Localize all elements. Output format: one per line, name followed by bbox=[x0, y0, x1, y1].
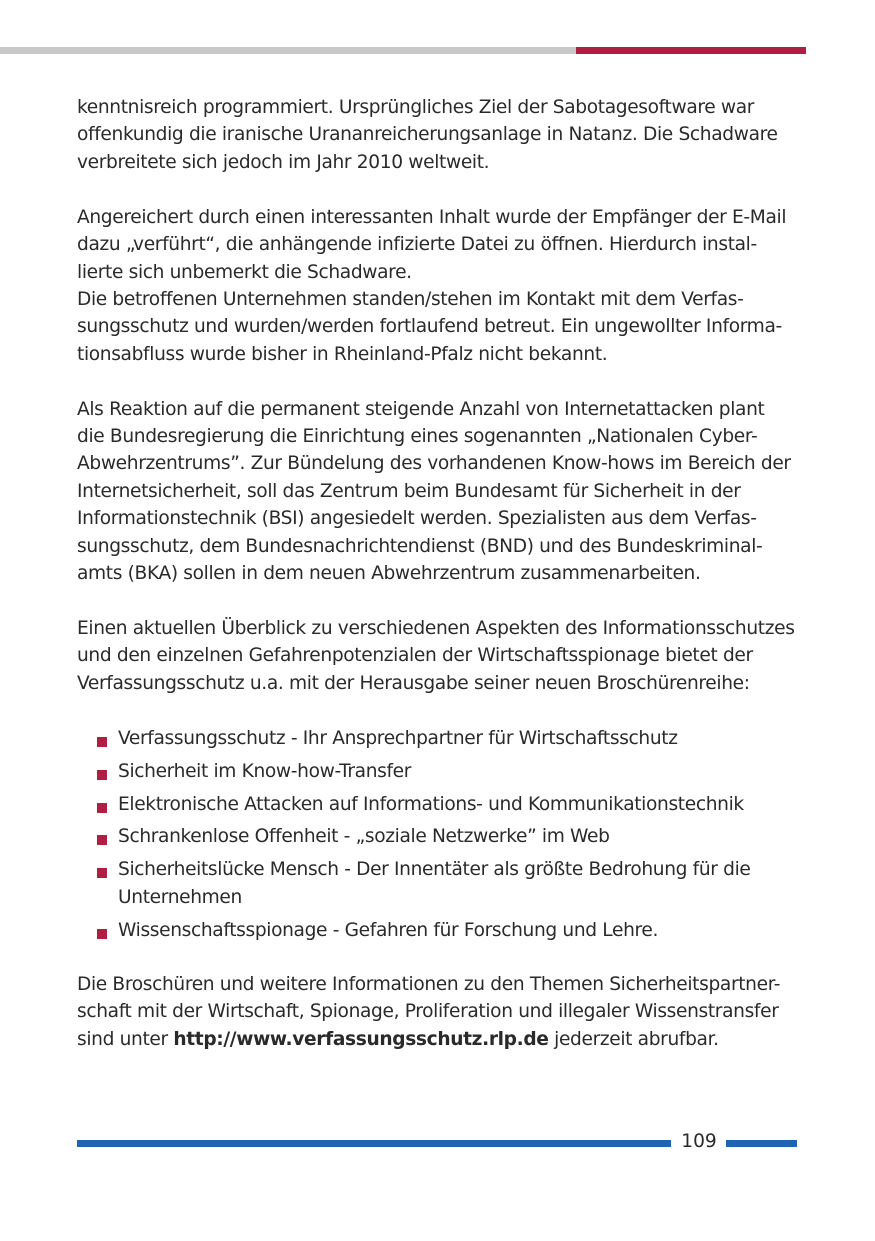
text-line: die Bundesregierung die Einrichtung eines sogenannten „Nationalen Cyber- bbox=[77, 426, 758, 448]
footer-rule-right bbox=[726, 1140, 797, 1147]
text-line: dazu „verführt“, die anhängende infizierte Datei zu öffnen. Hierdurch instal- bbox=[77, 234, 757, 256]
website-link[interactable]: http://www.verfassungsschutz.rlp.de bbox=[173, 1028, 549, 1050]
text-line: Die betroffenen Unternehmen standen/stehen im Kontakt mit dem Verfas- bbox=[77, 288, 744, 310]
text-line: sungsschutz, dem Bundesnachrichtendienst (BND) und des Bundeskriminal- bbox=[77, 535, 763, 557]
text-fragment: sind unter bbox=[77, 1028, 174, 1050]
text-line: Die Broschüren und weitere Informationen zu den Themen Sicherheitspartner- bbox=[77, 974, 781, 996]
header-rule-accent bbox=[576, 47, 806, 54]
list-item bbox=[97, 856, 802, 911]
text-line: Als Reaktion auf die permanent steigende Anzahl von Internetattacken plant bbox=[77, 398, 765, 420]
footer-rule-left bbox=[77, 1140, 671, 1147]
text-line: offenkundig die iranische Urananreicherungsanlage in Natanz. Die Schadware bbox=[77, 124, 778, 146]
bullet-square-icon bbox=[97, 929, 107, 939]
bullet-square-icon bbox=[97, 737, 107, 747]
text-fragment: jederzeit abrufbar. bbox=[548, 1028, 719, 1050]
list-item-text: Sicherheitslücke Mensch - Der Innentäter als größte Bedrohung für die Unternehmen bbox=[118, 859, 751, 908]
list-item bbox=[97, 791, 802, 818]
paragraph-more-info bbox=[77, 971, 802, 1053]
header-rule-gray bbox=[0, 47, 576, 54]
text-line: und den einzelnen Gefahrenpotenzialen der Wirtschaftsspionage bietet der bbox=[77, 645, 753, 667]
text-line: kenntnisreich programmiert. Ursprüngliches Ziel der Sabotagesoftware war bbox=[77, 97, 755, 118]
page-number: 109 bbox=[681, 1131, 717, 1152]
text-line: Einen aktuellen Überblick zu verschiedenen Aspekten des Informationsschutzes bbox=[77, 618, 795, 639]
text-line: Verfassungsschutz u.a. mit der Herausgabe seiner neuen Broschürenreihe: bbox=[77, 672, 750, 694]
list-item bbox=[97, 725, 802, 752]
list-item-text: Sicherheit im Know-how-Transfer bbox=[118, 760, 412, 782]
text-line: amts (BKA) sollen in dem neuen Abwehrzentrum zusammenarbeiten. bbox=[77, 563, 701, 585]
paragraph-stuxnet-origin bbox=[77, 94, 802, 176]
bullet-square-icon bbox=[97, 803, 107, 813]
text-line: tionsabfluss wurde bisher in Rheinland-Pfalz nicht bekannt. bbox=[77, 343, 608, 365]
bullet-square-icon bbox=[97, 868, 107, 878]
paragraph-cyber-defence-centre bbox=[77, 396, 802, 588]
text-line: schaft mit der Wirtschaft, Spionage, Proliferation und illegaler Wissenstransfer bbox=[77, 1001, 779, 1023]
text-line: sungsschutz und wurden/werden fortlaufend betreut. Ein ungewollter Informa- bbox=[77, 316, 782, 338]
brochure-list bbox=[77, 725, 802, 944]
list-item-text: Elektronische Attacken auf Informations- und Kommunikationstechnik bbox=[118, 793, 744, 815]
list-item bbox=[97, 917, 802, 944]
list-item bbox=[97, 823, 802, 850]
list-item-text: Verfassungsschutz - Ihr Ansprechpartner für Wirtschaftsschutz bbox=[118, 727, 678, 749]
paragraph-affected-companies bbox=[77, 286, 802, 368]
text-line: Internetsicherheit, soll das Zentrum beim Bundesamt für Sicherheit in der bbox=[77, 480, 741, 502]
page-body bbox=[77, 94, 802, 1081]
text-line: lierte sich unbemerkt die Schadware. bbox=[77, 261, 412, 283]
list-item-text: Schrankenlose Offenheit - „soziale Netzwerke” im Web bbox=[118, 826, 610, 848]
bullet-square-icon bbox=[97, 770, 107, 780]
paragraph-brochure-intro bbox=[77, 615, 802, 697]
list-item bbox=[97, 758, 802, 785]
text-line: Abwehrzentrums”. Zur Bündelung des vorhandenen Know-hows im Bereich der bbox=[77, 453, 791, 475]
text-line: Angereichert durch einen interessanten Inhalt wurde der Empfänger der E-Mail bbox=[77, 206, 787, 228]
text-line: Informationstechnik (BSI) angesiedelt werden. Spezialisten aus dem Verfas- bbox=[77, 508, 757, 530]
text-line: verbreitete sich jedoch im Jahr 2010 weltweit. bbox=[77, 151, 490, 173]
bullet-square-icon bbox=[97, 835, 107, 845]
list-item-text: Wissenschaftsspionage - Gefahren für Forschung und Lehre. bbox=[118, 919, 659, 941]
paragraph-email-infection bbox=[77, 204, 802, 286]
text-line-with-link bbox=[77, 1026, 802, 1053]
